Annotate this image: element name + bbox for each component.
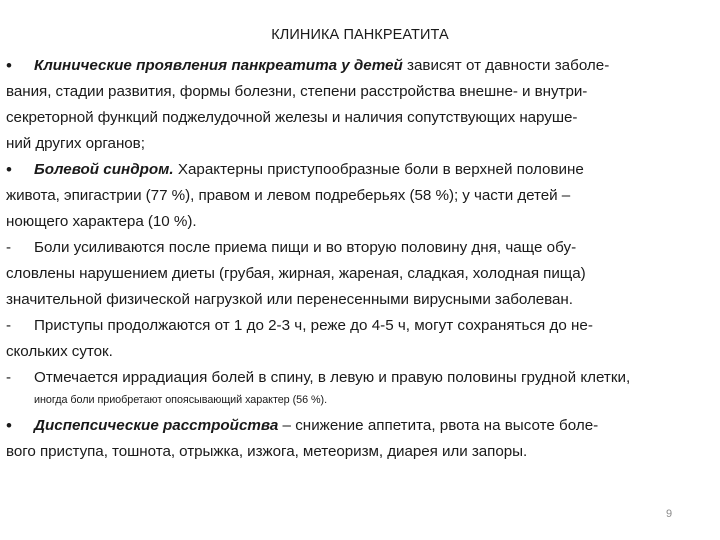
bullet-icon: • bbox=[6, 160, 12, 179]
bullet-icon: • bbox=[6, 56, 12, 75]
dash-item-2-line-2: скольких суток. bbox=[6, 343, 113, 360]
paragraph-pain-line-3: ноющего характера (10 %). bbox=[6, 213, 197, 230]
paragraph-pain-line-1 bbox=[34, 161, 584, 179]
heading-pain-syndrome: Болевой синдром. bbox=[34, 161, 174, 178]
heading-dyspeptic: Диспепсические расстройства bbox=[34, 417, 279, 434]
dash-item-1-line-2: словлены нарушением диеты (грубая, жирная, жареная, сладкая, холодная пища) bbox=[6, 265, 586, 282]
dash-item-2-line-1: Приступы продолжаются от 1 до 2-3 ч, реже до 4-5 ч, могут сохраняться до не- bbox=[34, 317, 593, 334]
dash-marker: - bbox=[6, 239, 12, 256]
slide-title: КЛИНИКА ПАНКРЕАТИТА bbox=[271, 27, 449, 43]
text-span: зависят от давности заболе- bbox=[402, 57, 610, 74]
dash-item-1-line-1: Боли усиливаются после приема пищи и во вторую половину дня, чаще обу- bbox=[34, 239, 577, 256]
paragraph-dyspeptic-line-1 bbox=[34, 417, 598, 435]
paragraph-dyspeptic-line-2: вого приступа, тошнота, отрыжка, изжога, метеоризм, диарея или запоры. bbox=[6, 443, 528, 460]
text-span: Характерны приступообразные боли в верхней половине bbox=[173, 161, 584, 178]
dash-marker: - bbox=[6, 317, 12, 334]
paragraph-clinical-line-3: секреторной функций поджелудочной железы и наличия сопутствующих наруше- bbox=[6, 109, 578, 126]
paragraph-clinical-line-1 bbox=[34, 57, 609, 75]
dash-item-3-line-2: иногда боли приобретают опоясывающий характер (56 %). bbox=[34, 394, 328, 406]
heading-clinical: Клинические проявления панкреатита у детей bbox=[34, 57, 403, 74]
dash-marker: - bbox=[6, 369, 12, 386]
paragraph-pain-line-2: живота, эпигастрии (77 %), правом и левом подреберьях (58 %); у части детей – bbox=[6, 187, 571, 204]
dash-item-3-line-1: Отмечается иррадиация болей в спину, в левую и правую половины грудной клетки, bbox=[34, 369, 631, 386]
dash-item-1-line-3: значительной физической нагрузкой или перенесенными вирусными заболеван. bbox=[6, 291, 573, 308]
paragraph-clinical-line-4: ний других органов; bbox=[6, 135, 145, 152]
paragraph-clinical-line-2: вания, стадии развития, формы болезни, степени расстройства внешне- и внутри- bbox=[6, 83, 588, 100]
bullet-icon: • bbox=[6, 416, 12, 435]
text-span: – снижение аппетита, рвота на высоте боле- bbox=[278, 417, 599, 434]
page-number: 9 bbox=[666, 508, 673, 520]
